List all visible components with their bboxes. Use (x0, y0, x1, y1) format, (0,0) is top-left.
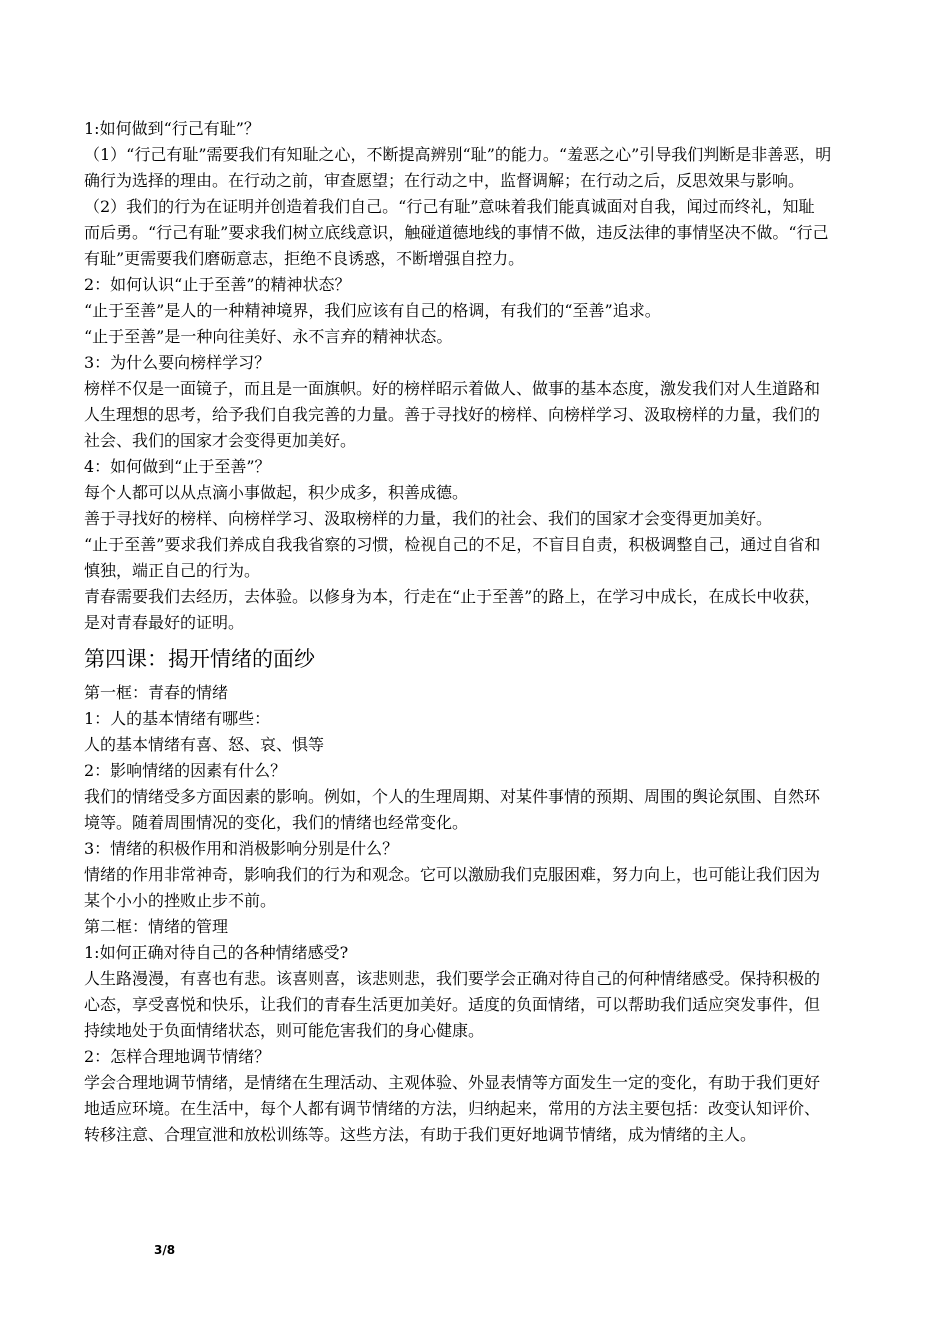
text-line: 社会、我们的国家才会变得更加美好。 (84, 431, 357, 450)
text-line: 青春需要我们去经历，去体验。以修身为本，行走在“止于至善”的路上，在学习中成长，在成长中收获， (84, 587, 821, 606)
text-line: 3：情绪的积极作用和消极影响分别是什么？ (84, 839, 399, 858)
text-line: 人的基本情绪有喜、怒、哀、惧等 (84, 735, 325, 754)
text-line: 某个小小的挫败止步不前。 (84, 891, 277, 910)
text-line: 1:如何做到“行己有耻”？ (84, 119, 260, 138)
text-line: 善于寻找好的榜样、向榜样学习、汲取榜样的力量，我们的社会、我们的国家才会变得更加美好。 (84, 509, 773, 528)
text-line: 是对青春最好的证明。 (84, 613, 245, 632)
section-part2 (84, 680, 874, 1148)
text-line: 2：影响情绪的因素有什么？ (84, 761, 287, 780)
page-number: 3/8 (154, 1243, 176, 1257)
text-line: 持续地处于负面情绪状态，则可能危害我们的身心健康。 (84, 1021, 485, 1040)
text-line: 每个人都可以从点滴小事做起，积少成多，积善成德。 (84, 483, 469, 502)
text-line: 情绪的作用非常神奇，影响我们的行为和观念。它可以激励我们克服困难，努力向上，也可能让我们因为 (84, 865, 821, 884)
text-line: 转移注意、合理宣泄和放松训练等。这些方法，有助于我们更好地调节情绪，成为情绪的主人。 (84, 1125, 757, 1144)
text-line: 确行为选择的理由。在行动之前，审查愿望；在行动之中，监督调解；在行动之后，反思效果与影响。 (84, 171, 805, 190)
text-line: 有耻”更需要我们磨砺意志，拒绝不良诱惑，不断增强自控力。 (84, 249, 525, 268)
text-line: （2）我们的行为在证明并创造着我们自己。“行己有耻”意味着我们能真诚面对自我，闻过而终礼，知耻 (84, 197, 815, 216)
document-body (84, 116, 874, 1148)
section-part1 (84, 116, 874, 636)
text-line: 学会合理地调节情绪，是情绪在生理活动、主观体验、外显表情等方面发生一定的变化，有助于我们更好 (84, 1073, 821, 1092)
text-line: 心态，享受喜悦和快乐，让我们的青春生活更加美好。适度的负面情绪，可以帮助我们适应突发事件，但 (84, 995, 821, 1014)
text-line: 慎独，端正自己的行为。 (84, 561, 261, 580)
text-line: 2：如何认识“止于至善”的精神状态？ (84, 275, 351, 294)
text-line: “止于至善”是一种向往美好、永不言弃的精神状态。 (84, 327, 453, 346)
text-line: 人生路漫漫，有喜也有悲。该喜则喜，该悲则悲，我们要学会正确对待自己的何种情绪感受。保持积极的 (84, 969, 821, 988)
text-line: 我们的情绪受多方面因素的影响。例如，个人的生理周期、对某件事情的预期、周围的舆论氛围、自然环 (84, 787, 821, 806)
text-line: “止于至善”要求我们养成自我我省察的习惯，检视自己的不足，不盲目自责，积极调整自己，通过自省和 (84, 535, 821, 554)
text-line: 3：为什么要向榜样学习？ (84, 353, 271, 372)
text-line: 地适应环境。在生活中，每个人都有调节情绪的方法，归纳起来，常用的方法主要包括：改变认知评价、 (84, 1099, 821, 1118)
text-line: 第一框：青春的情绪 (84, 683, 229, 702)
text-line: 1：人的基本情绪有哪些： (84, 709, 271, 728)
text-line: 2：怎样合理地调节情绪？ (84, 1047, 271, 1066)
text-line: 境等。随着周围情况的变化，我们的情绪也经常变化。 (84, 813, 469, 832)
text-line: 4：如何做到“止于至善”？ (84, 457, 271, 476)
text-line: 第二框：情绪的管理 (84, 917, 229, 936)
lesson-title: 第四课：揭开情绪的面纱 (84, 647, 315, 671)
text-line: 人生理想的思考，给予我们自我完善的力量。善于寻找好的榜样、向榜样学习、汲取榜样的力量，我们的 (84, 405, 821, 424)
text-line: 榜样不仅是一面镜子，而且是一面旗帜。好的榜样昭示着做人、做事的基本态度，激发我们对人生道路和 (84, 379, 821, 398)
text-line: 而后勇。“行己有耻”要求我们树立底线意识，触碰道德地线的事情不做，违反法律的事情坚决不做。“行己 (84, 223, 829, 242)
text-line: 1:如何正确对待自己的各种情绪感受? (84, 943, 349, 962)
text-line: “止于至善”是人的一种精神境界，我们应该有自己的格调，有我们的“至善”追求。 (84, 301, 661, 320)
text-line: （1）“行己有耻”需要我们有知耻之心，不断提高辨别“耻”的能力。“羞恶之心”引导我们判断是非善恶，明 (84, 145, 832, 164)
